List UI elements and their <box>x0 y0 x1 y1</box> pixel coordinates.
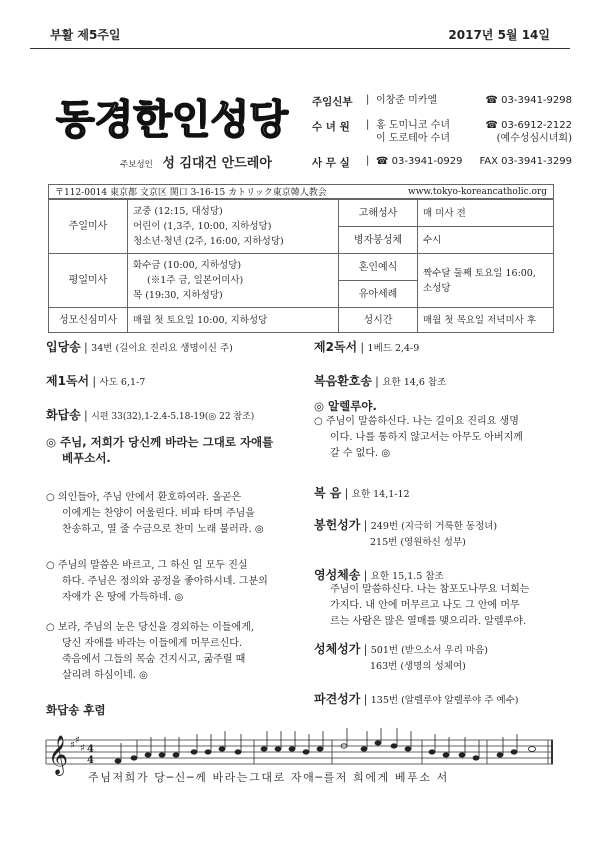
reading2-label: 제2독서 <box>314 340 358 354</box>
psalm-refrain-2: 베푸소서. <box>62 451 111 465</box>
offertory-hymn-2: 215번 (영원하신 성부) <box>370 537 466 548</box>
bulletin-date: 2017년 5월 14일 <box>448 28 550 42</box>
marian-mass-value: 매월 첫 토요일 10:00, 지하성당 <box>128 308 339 333</box>
reading1-line: 제1독서 | 사도 6,1-7 <box>46 374 146 388</box>
office-label: 사 무 실 <box>312 157 350 169</box>
weekday-mass-times <box>128 254 339 308</box>
refrain-music-title: 화답송 후렴 <box>46 703 106 717</box>
svg-text:♯: ♯ <box>75 735 80 746</box>
office-fax: FAX 03-3941-3299 <box>479 156 572 167</box>
sunday-mass-times <box>128 200 339 254</box>
svg-text:4: 4 <box>87 755 94 766</box>
patron-name: 성 김대건 안드레아 <box>162 156 272 171</box>
recessional-hymn: 135번 (알렐루야 알렐루야 주 예수) <box>370 695 519 706</box>
verse-line: 살리려 하심이네. ◎ <box>62 670 148 681</box>
sisters-row: 수 녀 원 | 홍 도미니코 수녀 ☎ 03-6912-2122 이 도로테아 수녀 (예수성심시녀회) <box>312 119 572 144</box>
pastor-label: 주임신부 <box>312 96 353 108</box>
reading2-line: 제2독서 | 1베드 2,4-9 <box>314 340 420 354</box>
sick-communion-value: 수시 <box>418 227 554 254</box>
psalm-verse-3 <box>46 620 254 684</box>
communion-antiphon-line: 영성체송 | 요한 15,1.5 참조 <box>314 568 444 582</box>
marian-mass-label: 성모신심미사 <box>49 308 128 333</box>
gospel-ref: 요한 14,1-12 <box>351 489 410 500</box>
verse-line: ○ 의인들아, 주님 안에서 환호하여라. 올곧은 <box>46 492 242 503</box>
verse-line: 하다. 주님은 정의와 공정을 좋아하시네. 그분의 <box>62 576 268 587</box>
communion-antiphon-label: 영성체송 <box>314 568 361 582</box>
pastor-name: 이창준 미카엘 <box>376 95 438 106</box>
svg-text:𝄞: 𝄞 <box>48 735 69 775</box>
verse-line: ○ 보라, 주님의 눈은 당신을 경외하는 이들에게, <box>46 622 255 633</box>
gospel-acclamation-ref: 요한 14,6 참조 <box>382 377 447 388</box>
verse-line: 르는 사람은 많은 열매를 맺으리라. 알렐루야. <box>330 616 527 627</box>
gospel-acclamation-line: 복음환호송 | 요한 14,6 참조 <box>314 374 447 388</box>
reading2-ref: 1베드 2,4-9 <box>367 343 420 354</box>
verse-line: 주님이 말씀하신다. 나는 참포도나무요 너희는 <box>330 584 530 595</box>
mass-schedule-table <box>48 199 554 333</box>
offertory-line: 봉헌성가 | 249번 (지극히 거룩한 동정녀) <box>314 518 498 532</box>
communion-antiphon-text <box>330 582 529 630</box>
office-row: 사 무 실 | ☎ 03-3941-0929 FAX 03-3941-3299 <box>312 155 572 169</box>
parish-name-text: 동경한인성당 <box>56 97 288 143</box>
gospel-label: 복 음 <box>314 486 342 500</box>
psalm-verse-2 <box>46 558 268 606</box>
communion-hymn-1: 501번 (받으소서 우리 마음) <box>370 645 488 656</box>
address-bar <box>48 184 554 199</box>
psalm-verse-1 <box>46 490 264 538</box>
psalm-refrain <box>46 434 273 466</box>
psalm-label: 화답송 <box>46 408 81 422</box>
header-rule <box>30 48 570 49</box>
psalm-refrain-1: ◎ 주님, 저희가 당신께 바라는 그대로 자애를 <box>46 435 274 449</box>
sick-communion-label: 병자봉성체 <box>339 227 418 254</box>
verse-line: 가지다. 내 안에 머무르고 나도 그 안에 머무 <box>330 600 520 611</box>
liturgical-day: 부활 제5주일 <box>50 28 121 42</box>
infant-baptism-label: 유아세례 <box>339 281 418 308</box>
weekday-mass-1: 화수금 (10:00, 지하성당) <box>133 260 242 271</box>
sunday-mass-2: 어린이 (1,3주, 10:00, 지하성당) <box>133 221 272 232</box>
holy-hour-label: 성시간 <box>339 308 418 333</box>
entrance-hymn: 34번 (길이요 진리요 생명이신 주) <box>91 343 233 354</box>
confession-label: 고해성사 <box>339 200 418 227</box>
contact-info <box>312 94 572 180</box>
verse-line: 이에게는 찬양이 어울린다. 비파 타며 주님을 <box>62 508 255 519</box>
patron-label: 주보성인 <box>120 160 153 170</box>
recessional-line: 파견성가 | 135번 (알렐루야 알렐루야 주 예수) <box>314 692 519 706</box>
communion-hymn-line: 성체성가 | 501번 (받으소서 우리 마음) <box>314 642 488 656</box>
communion-hymn-2: 163번 (생명의 성체여) <box>370 661 466 672</box>
communion-antiphon-ref: 요한 15,1.5 참조 <box>370 571 444 582</box>
reading1-label: 제1독서 <box>46 374 90 388</box>
offertory-label: 봉헌성가 <box>314 518 361 532</box>
svg-text:♯: ♯ <box>80 743 85 754</box>
patron-line <box>120 152 272 171</box>
verse-line: ○ 주님의 말씀은 바르고, 그 하신 일 모두 진실 <box>46 560 248 571</box>
parish-name <box>56 88 288 145</box>
office-phone: ☎ 03-3941-0929 <box>376 156 463 167</box>
postal-address: 〒112-0014 東京都 文京区 関口 3-16-15 カトリック東京韓人教会 <box>55 188 327 198</box>
sister2-name: 이 도로테아 수녀 <box>376 133 450 144</box>
sisters-label: 수 녀 원 <box>312 121 350 133</box>
sunday-mass-1: 교중 (12:15, 대성당) <box>133 206 223 217</box>
pastor-row: 주임신부 | 이창준 미카엘 ☎ 03-3941-9298 <box>312 94 572 108</box>
verse-line: ○ 주님이 말씀하신다. 나는 길이요 진리요 생명 <box>314 416 519 427</box>
psalm-ref: 시편 33(32),1-2.4-5.18-19(◎ 22 참조) <box>91 412 255 422</box>
weekday-mass-3: 목 (19:30, 지하성당) <box>133 290 223 301</box>
verse-line: 갈 수 없다. ◎ <box>330 448 391 459</box>
verse-line: 이다. 나를 통하지 않고서는 아무도 아버지께 <box>330 432 523 443</box>
recessional-label: 파견성가 <box>314 692 361 706</box>
offertory-hymn-1: 249번 (지극히 거룩한 동정녀) <box>370 521 498 532</box>
alleluia: ◎ 알렐루야. <box>314 399 377 413</box>
psalm-line: 화답송 | 시편 33(32),1-2.4-5.18-19(◎ 22 참조) <box>46 408 255 422</box>
verse-line: 죽음에서 그들의 목숨 건지시고, 굶주릴 때 <box>62 654 246 665</box>
confession-value: 매 미사 전 <box>418 200 554 227</box>
gospel-line: 복 음 | 요한 14,1-12 <box>314 486 410 500</box>
sister2-note: (예수성심시녀회) <box>496 133 572 144</box>
verse-line: 자애가 온 땅에 가득하네. ◎ <box>62 592 184 603</box>
sister1-name: 홍 도미니코 수녀 <box>376 120 450 131</box>
sister1-phone: ☎ 03-6912-2122 <box>485 120 572 131</box>
weekday-mass-label: 평일미사 <box>49 254 128 308</box>
svg-text:♯: ♯ <box>70 740 75 751</box>
website: www.tokyo-koreancatholic.org <box>408 186 547 197</box>
wedding-baptism-value: 짝수달 둘째 토요일 16:00, 소성당 <box>418 254 554 308</box>
refrain-lyrics: 주님저희가 당─신─께 바라는그대로 자애─를저 희에게 베푸소 서 <box>88 771 449 784</box>
verse-line: 찬송하고, 열 줄 수금으로 찬미 노래 불러라. ◎ <box>62 524 264 535</box>
svg-text:4: 4 <box>87 744 94 755</box>
sunday-mass-3: 청소년·청년 (2주, 16:00, 지하성당) <box>133 236 284 247</box>
sunday-mass-label: 주일미사 <box>49 200 128 254</box>
weekday-mass-2: (※1주 금, 일본어미사) <box>147 275 244 286</box>
pastor-phone: ☎ 03-3941-9298 <box>485 95 572 106</box>
entrance-line: 입당송 | 34번 (길이요 진리요 생명이신 주) <box>46 340 233 354</box>
verse-line: 당신 자애를 바라는 이들에게 머무르신다. <box>62 638 243 649</box>
gospel-acclamation-label: 복음환호송 <box>314 374 372 388</box>
communion-hymn-label: 성체성가 <box>314 642 361 656</box>
reading1-ref: 사도 6,1-7 <box>99 377 146 388</box>
holy-hour-value: 매월 첫 목요일 저녁미사 후 <box>418 308 554 333</box>
wedding-label: 혼인예식 <box>339 254 418 281</box>
acclamation-verse <box>314 414 523 462</box>
entrance-label: 입당송 <box>46 340 81 354</box>
